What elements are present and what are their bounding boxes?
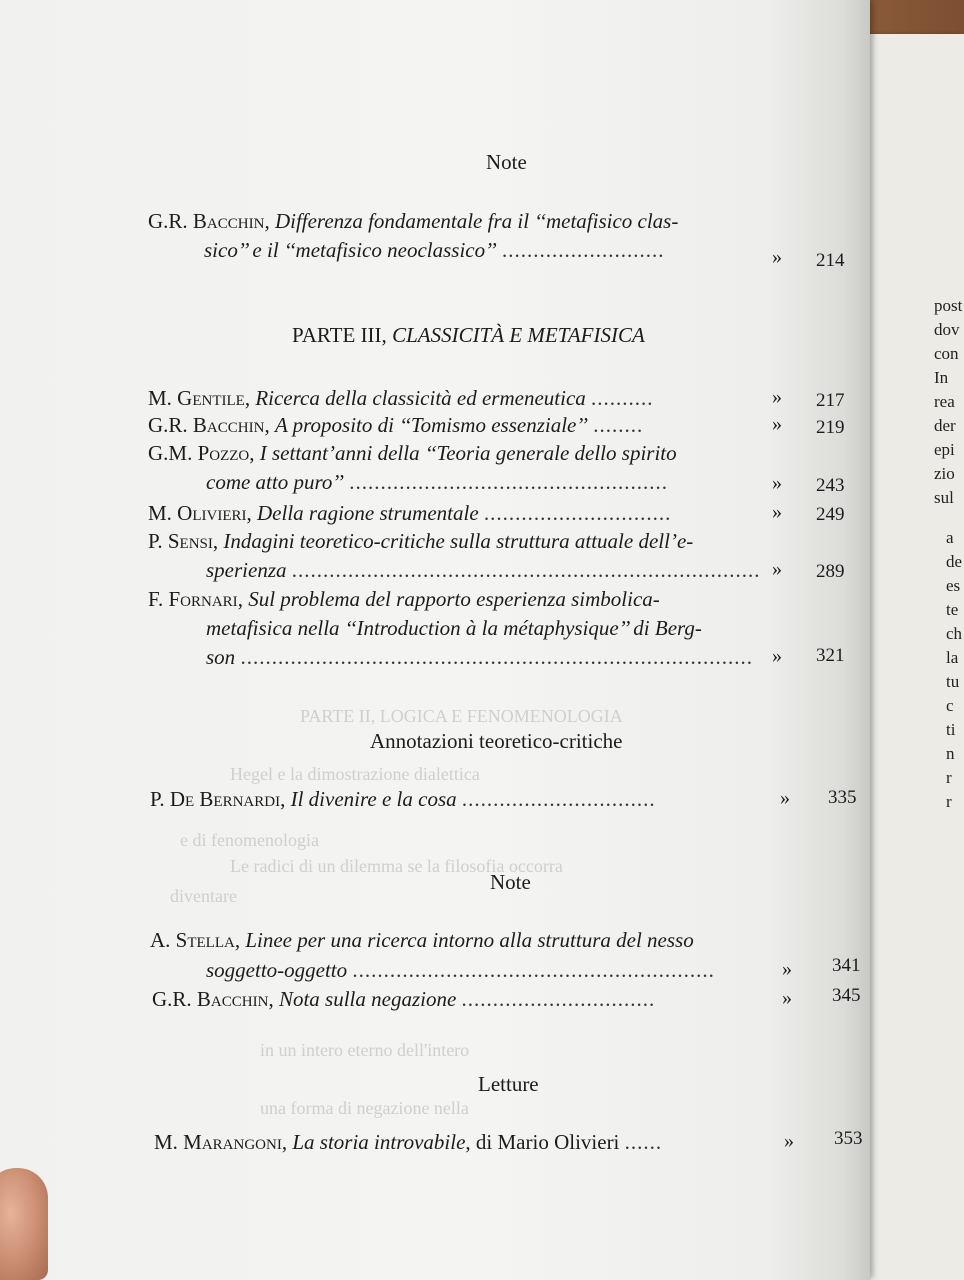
- entry-title: La storia introvabile: [292, 1130, 466, 1154]
- leader-dots: ..............................: [483, 501, 672, 525]
- facing-text-fragment: sul: [934, 488, 954, 507]
- facing-text-fragment: de: [946, 552, 963, 571]
- entry-title: Ricerca della classicità ed ermeneutica: [255, 386, 586, 410]
- ibid-mark: »: [772, 501, 782, 523]
- thumb: [0, 1168, 48, 1280]
- leader-dots: ..................................................................................: [240, 645, 753, 669]
- entry-author: M. Gentile: [148, 386, 245, 410]
- toc-entry-line: G.R. Bacchin, A proposito di ‘‘Tomismo essenziale’’ ........: [148, 413, 644, 437]
- facing-text-fragment: post: [934, 296, 963, 315]
- section-heading-letture: Letture: [478, 1072, 539, 1096]
- entry-title: Linee per una ricerca intorno alla struttura del nesso: [245, 928, 694, 952]
- entry-author: G.R. Bacchin: [148, 209, 265, 233]
- facing-text-fragment: es: [946, 576, 961, 595]
- facing-text-fragment: a: [946, 528, 954, 547]
- facing-text-fragment: ch: [946, 624, 963, 643]
- facing-text-fragment: der: [934, 416, 956, 435]
- entry-author: G.R. Bacchin: [152, 987, 269, 1011]
- leader-dots: ......: [624, 1130, 663, 1154]
- ibid-mark: »: [784, 1130, 794, 1152]
- show-through-text: diventare: [170, 886, 237, 906]
- entry-title: I settant’anni della ‘‘Teoria generale dello spirito: [259, 441, 677, 465]
- leader-dots: ..........................: [502, 238, 665, 262]
- toc-entry-line: [206, 556, 761, 584]
- leader-dots: ...........................................................................: [291, 558, 761, 582]
- facing-text-fragment: n: [946, 744, 955, 763]
- entry-title: sico’’ e il ‘‘metafisico neoclassico’’: [204, 238, 497, 262]
- facing-text-fragment: In: [934, 368, 949, 387]
- part-number: PARTE III,: [292, 323, 387, 347]
- leader-dots: ........: [593, 413, 644, 437]
- toc-entry-line: A. Stella, Linee per una ricerca intorno alla struttura del nesso: [150, 928, 694, 952]
- page-number: 243: [816, 475, 845, 496]
- show-through-text: Le radici di un dilemma se la filosofia occorra: [230, 856, 563, 876]
- facing-text-fragment: rea: [934, 392, 955, 411]
- toc-entry-line: G.R. Bacchin, Differenza fondamentale fra il ‘‘metafisico clas-: [148, 209, 679, 233]
- show-through-text: Hegel e la dimostrazione dialettica: [230, 764, 480, 784]
- toc-entry-line: M. Gentile, Ricerca della classicità ed ermeneutica ..........: [148, 386, 654, 410]
- entry-title: Nota sulla negazione: [278, 987, 457, 1011]
- section-heading-note: Note: [486, 150, 527, 174]
- entry-author: P. Sensi: [148, 529, 213, 553]
- toc-entry-line: M. Marangoni, La storia introvabile, di Mario Olivieri ......: [154, 1130, 663, 1154]
- ibid-mark: »: [772, 246, 782, 268]
- toc-entry-line: [206, 468, 668, 496]
- ibid-mark: »: [772, 472, 782, 494]
- leader-dots: ...............................: [461, 987, 656, 1011]
- section-heading-annotazioni: Annotazioni teoretico-critiche: [370, 729, 623, 753]
- entry-title: son: [206, 645, 236, 669]
- page-number: 345: [832, 985, 861, 1006]
- ibid-mark: »: [782, 987, 792, 1009]
- page-number: 321: [816, 645, 845, 666]
- section-heading-note: Note: [490, 870, 531, 894]
- entry-title: sperienza: [206, 558, 287, 582]
- leader-dots: ...................................................: [349, 470, 669, 494]
- toc-entry-line: M. Olivieri, Della ragione strumentale ..............................: [148, 501, 672, 525]
- entry-author: M. Olivieri: [148, 501, 247, 525]
- show-through-text: e di fenomenologia: [180, 830, 319, 850]
- part-heading: [292, 323, 645, 348]
- ibid-mark: »: [780, 787, 790, 809]
- toc-entry-line: G.M. Pozzo, I settant’anni della ‘‘Teoria generale dello spirito: [148, 441, 677, 465]
- entry-author: F. Fornari: [148, 587, 238, 611]
- page-number: 217: [816, 390, 845, 411]
- page-number: 219: [816, 417, 845, 438]
- facing-text-fragment: tu: [946, 672, 960, 691]
- entry-author: A. Stella: [150, 928, 235, 952]
- entry-title: come atto puro’’: [206, 470, 345, 494]
- toc-entry-line: F. Fornari, Sul problema del rapporto esperienza simbolica-: [148, 587, 660, 611]
- leader-dots: ...............................: [461, 787, 656, 811]
- ibid-mark: »: [772, 558, 782, 580]
- page-number: 289: [816, 561, 845, 582]
- entry-title: metafisica nella ‘‘Introduction à la métaphysique’’ di Berg-: [206, 616, 702, 640]
- page-number: 249: [816, 504, 845, 525]
- facing-text-fragment: dov: [934, 320, 960, 339]
- facing-text-fragment: r: [946, 768, 952, 787]
- ibid-mark: »: [772, 386, 782, 408]
- entry-title: Della ragione strumentale: [257, 501, 479, 525]
- ibid-mark: »: [782, 958, 792, 980]
- entry-author: M. Marangoni: [154, 1130, 282, 1154]
- page-number: 353: [834, 1128, 863, 1149]
- entry-title: Indagini teoretico-critiche sulla struttura attuale dell’e-: [223, 529, 694, 553]
- show-through-text: una forma di negazione nella: [260, 1098, 469, 1118]
- leader-dots: ..........: [591, 386, 654, 410]
- toc-entry-line: [204, 236, 665, 264]
- part-title: CLASSICITÀ E METAFISICA: [392, 323, 645, 347]
- toc-entry-line: [206, 643, 753, 671]
- toc-entry-line: P. Sensi, Indagini teoretico-critiche sulla struttura attuale dell’e-: [148, 529, 694, 553]
- entry-extra: , di Mario Olivieri: [465, 1130, 620, 1154]
- toc-entry-line: G.R. Bacchin, Nota sulla negazione ...............................: [152, 987, 656, 1011]
- page-number: 335: [828, 787, 857, 808]
- facing-text-fragment: r: [946, 792, 952, 811]
- facing-text-fragment: zio: [934, 464, 955, 483]
- ibid-mark: »: [772, 645, 782, 667]
- toc-entry-line: P. De Bernardi, Il divenire e la cosa ...............................: [150, 787, 656, 811]
- show-through-text: PARTE II, LOGICA E FENOMENOLOGIA: [300, 706, 623, 726]
- entry-title: soggetto-oggetto: [206, 958, 348, 982]
- entry-author: G.M. Pozzo: [148, 441, 250, 465]
- show-through-text: in un intero eterno dell'intero: [260, 1040, 470, 1060]
- toc-entry-line: [206, 614, 702, 642]
- entry-title: Il divenire e la cosa: [290, 787, 457, 811]
- facing-text-fragment: con: [934, 344, 959, 363]
- entry-title: Differenza fondamentale fra il ‘‘metafisico clas-: [274, 209, 679, 233]
- page-number: 341: [832, 955, 861, 976]
- facing-text-fragment: la: [946, 648, 959, 667]
- ibid-mark: »: [772, 413, 782, 435]
- entry-author: G.R. Bacchin: [148, 413, 265, 437]
- facing-text-fragment: epi: [934, 440, 955, 459]
- facing-text-fragment: ti: [946, 720, 956, 739]
- entry-author: P. De Bernardi: [150, 787, 281, 811]
- facing-text-fragment: c: [946, 696, 954, 715]
- facing-text-fragment: te: [946, 600, 959, 619]
- leader-dots: ..........................................................: [352, 958, 715, 982]
- entry-title: Sul problema del rapporto esperienza simbolica-: [248, 587, 660, 611]
- page-number: 214: [816, 250, 845, 271]
- entry-title: A proposito di ‘‘Tomismo essenziale’’: [274, 413, 589, 437]
- toc-entry-line: [206, 956, 715, 984]
